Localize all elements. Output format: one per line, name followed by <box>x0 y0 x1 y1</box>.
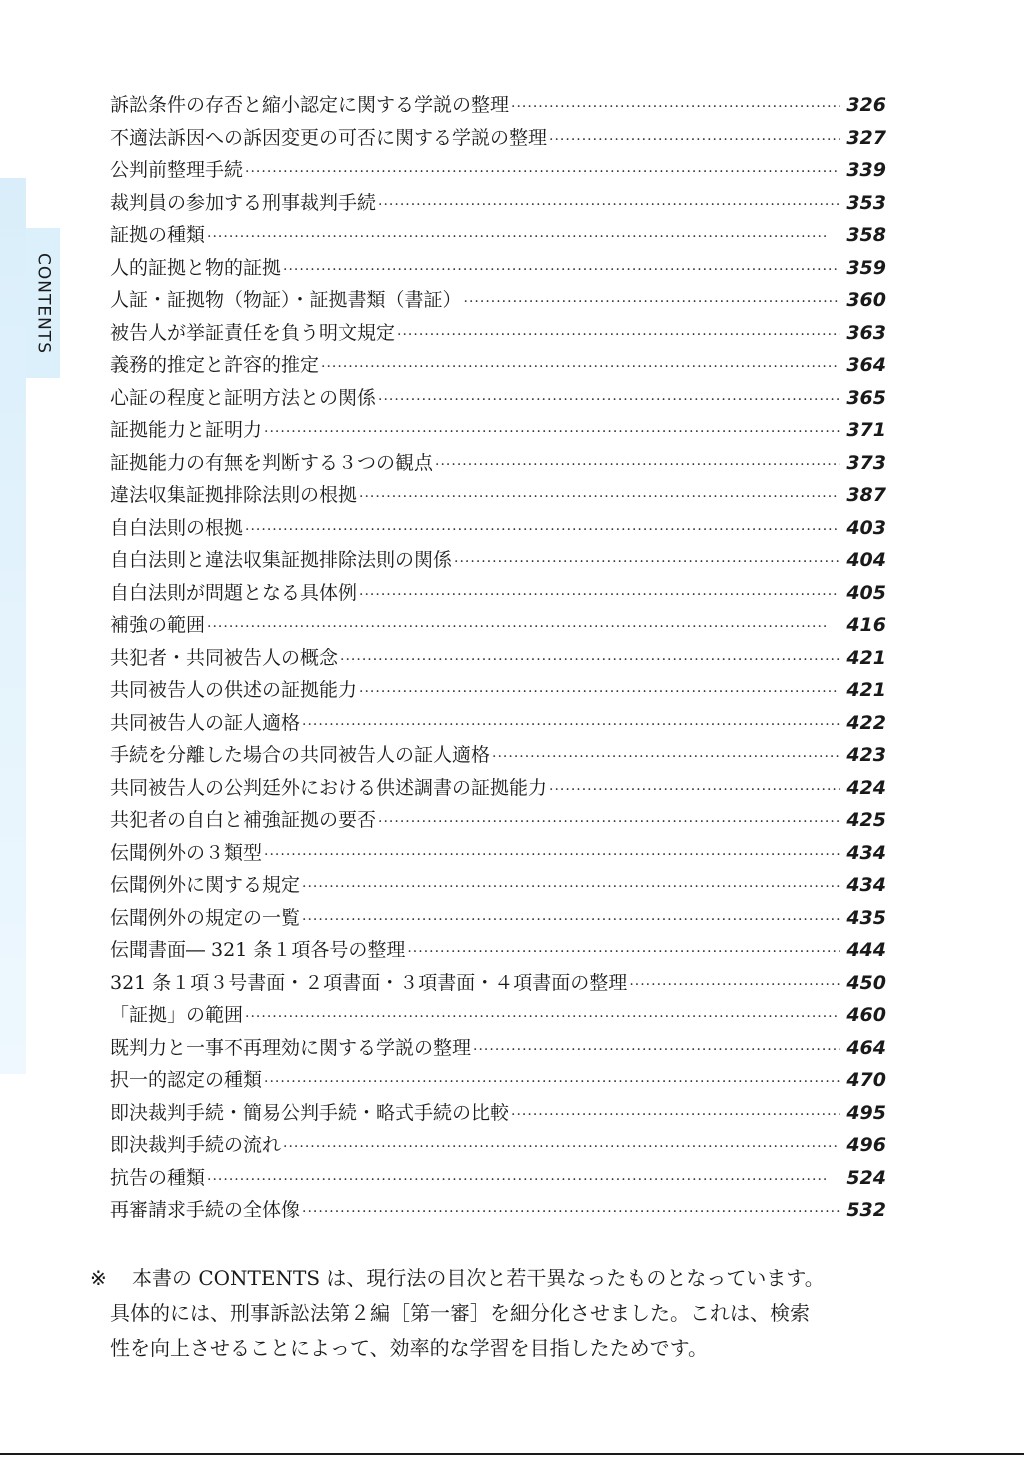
toc-entry-title: 証拠の種類 <box>110 224 206 246</box>
toc-entry[interactable] <box>110 1129 886 1162</box>
toc-leader-dots <box>359 579 840 612</box>
toc-entry-title: 証拠能力の有無を判断する３つの観点 <box>110 451 434 474</box>
toc-leader-dots <box>302 709 840 742</box>
toc-leader-dots <box>407 936 840 969</box>
toc-entry-page-number: 339 <box>846 159 886 181</box>
toc-leader-dots <box>464 286 840 319</box>
note-line-2: 具体的には、刑事訴訟法第２編［第一審］を細分化させました。これは、検索 <box>110 1301 810 1325</box>
toc-leader-dots <box>264 416 840 449</box>
toc-entry[interactable] <box>110 577 886 610</box>
toc-entry-title: 抗告の種類 <box>110 1166 206 1189</box>
toc-entry[interactable] <box>110 707 886 740</box>
toc-entry-page-number: 363 <box>846 321 886 344</box>
toc-entry[interactable] <box>110 252 886 285</box>
toc-entry-title: 訴訟条件の存否と縮小認定に関する学説の整理 <box>110 94 510 116</box>
toc-entry[interactable] <box>110 902 886 935</box>
toc-entry[interactable] <box>110 219 886 252</box>
toc-leader-dots <box>245 1001 840 1034</box>
note-mark: ※ <box>90 1266 107 1290</box>
toc-entry-page-number: 353 <box>846 191 886 214</box>
toc-entry-title: 再審請求手続の全体像 <box>110 1199 301 1221</box>
toc-entry-title: 自白法則と違法収集証拠排除法則の関係 <box>110 549 453 571</box>
contents-side-label-text: CONTENTS <box>33 252 54 354</box>
toc-entry-page-number: 421 <box>846 646 886 669</box>
toc-entry[interactable] <box>110 89 886 122</box>
toc-entry-title: 公判前整理手続 <box>110 159 244 181</box>
toc-leader-dots <box>473 1034 840 1067</box>
toc-leader-dots <box>359 676 840 709</box>
toc-entry[interactable] <box>110 1194 886 1227</box>
toc-leader-dots <box>207 1164 840 1197</box>
toc-entry[interactable] <box>110 999 886 1032</box>
toc-entry-title: 共同被告人の証人適格 <box>110 711 301 734</box>
toc-entry[interactable] <box>110 317 886 350</box>
toc-leader-dots <box>264 1066 840 1099</box>
toc-entry-page-number: 421 <box>846 679 886 701</box>
toc-entry-title: 伝聞書面― 321 条１項各号の整理 <box>110 939 406 961</box>
bottom-rule <box>0 1453 1024 1455</box>
toc-entry[interactable] <box>110 869 886 902</box>
toc-leader-dots <box>511 91 840 124</box>
toc-leader-dots <box>302 1196 840 1229</box>
toc-entry-title: 321 条１項３号書面・２項書面・３項書面・４項書面の整理 <box>110 971 628 994</box>
toc-entry-title: 択一的認定の種類 <box>110 1069 263 1091</box>
toc-entry-page-number: 404 <box>846 549 886 571</box>
toc-entry-title: 伝聞例外の３類型 <box>110 841 263 864</box>
note-line-3: 性を向上させることによって、効率的な学習を目指したためです。 <box>110 1336 708 1360</box>
toc-leader-dots <box>302 904 840 937</box>
toc-entry-page-number: 359 <box>846 256 886 279</box>
toc-entry-page-number: 434 <box>846 874 886 896</box>
toc-entry[interactable] <box>110 804 886 837</box>
toc-entry[interactable] <box>110 512 886 545</box>
toc-entry-title: 伝聞例外の規定の一覧 <box>110 906 301 929</box>
toc-entry-page-number: 373 <box>846 451 886 474</box>
toc-leader-dots <box>321 351 840 384</box>
toc-entry-page-number: 532 <box>846 1199 886 1221</box>
toc-entry-title: 既判力と一事不再理効に関する学説の整理 <box>110 1036 472 1059</box>
toc-entry-page-number: 364 <box>846 354 886 376</box>
toc-leader-dots <box>492 741 840 774</box>
toc-entry-title: 共犯者・共同被告人の概念 <box>110 646 339 669</box>
toc-entry-page-number: 371 <box>846 419 886 441</box>
toc-entry-page-number: 423 <box>846 744 886 766</box>
toc-entry-title: 共同被告人の公判廷外における供述調書の証拠能力 <box>110 776 548 799</box>
toc-entry[interactable] <box>110 934 886 967</box>
toc-leader-dots <box>207 221 840 254</box>
toc-leader-dots <box>549 124 840 157</box>
toc-entry[interactable] <box>110 609 886 642</box>
toc-entry-page-number: 425 <box>846 809 886 831</box>
note-text-1: 本書の CONTENTS は、現行法の目次と若干異なったものとなっています。 <box>132 1266 825 1290</box>
toc-entry-page-number: 424 <box>846 776 886 799</box>
toc-entry[interactable] <box>110 382 886 415</box>
toc-entry[interactable] <box>110 739 886 772</box>
toc-entry-page-number: 365 <box>846 386 886 409</box>
toc-leader-dots <box>340 644 840 677</box>
toc-leader-dots <box>245 514 840 547</box>
toc-leader-dots <box>245 156 840 189</box>
toc-entry-page-number: 422 <box>846 711 886 734</box>
toc-entry-title: 共同被告人の供述の証拠能力 <box>110 679 358 701</box>
toc-entry-title: 義務的推定と許容的推定 <box>110 354 320 376</box>
toc-entry-page-number: 464 <box>846 1036 886 1059</box>
toc-entry[interactable] <box>110 1097 886 1130</box>
toc-entry-page-number: 403 <box>846 516 886 539</box>
contents-side-label <box>26 228 60 378</box>
toc-entry[interactable] <box>110 544 886 577</box>
toc-entry-title: 自白法則が問題となる具体例 <box>110 581 358 604</box>
side-tab-strip <box>0 178 26 1074</box>
toc-entry-page-number: 326 <box>846 94 886 116</box>
toc-entry-title: 伝聞例外に関する規定 <box>110 874 301 896</box>
toc-leader-dots <box>549 774 840 807</box>
toc-entry-page-number: 405 <box>846 581 886 604</box>
toc-entry-title: 人的証拠と物的証拠 <box>110 256 282 279</box>
toc-entry[interactable] <box>110 772 886 805</box>
table-of-contents <box>110 89 886 1227</box>
toc-entry-title: 手続を分離した場合の共同被告人の証人適格 <box>110 744 491 766</box>
toc-leader-dots <box>435 449 840 482</box>
toc-leader-dots <box>302 871 840 904</box>
toc-entry[interactable] <box>110 284 886 317</box>
toc-entry[interactable] <box>110 414 886 447</box>
toc-entry[interactable] <box>110 642 886 675</box>
toc-entry-page-number: 450 <box>846 971 886 994</box>
toc-entry-title: 違法収集証拠排除法則の根拠 <box>110 484 358 506</box>
toc-leader-dots <box>264 839 840 872</box>
toc-entry-title: 即決裁判手続・簡易公判手続・略式手続の比較 <box>110 1101 510 1124</box>
toc-leader-dots <box>378 384 840 417</box>
toc-entry-page-number: 470 <box>846 1069 886 1091</box>
toc-leader-dots <box>283 1131 840 1164</box>
toc-entry[interactable] <box>110 1032 886 1065</box>
toc-entry-title: 補強の範囲 <box>110 614 206 636</box>
toc-entry-title: 即決裁判手続の流れ <box>110 1134 282 1156</box>
toc-entry[interactable] <box>110 154 886 187</box>
toc-entry[interactable] <box>110 967 886 1000</box>
toc-entry[interactable] <box>110 1162 886 1195</box>
toc-entry-title: 不適法訴因への訴因変更の可否に関する学説の整理 <box>110 126 548 149</box>
toc-entry-page-number: 358 <box>846 224 886 246</box>
toc-entry[interactable] <box>110 122 886 155</box>
toc-entry-title: 自白法則の根拠 <box>110 516 244 539</box>
toc-entry-title: 裁判員の参加する刑事裁判手続 <box>110 191 377 214</box>
toc-leader-dots <box>454 546 840 579</box>
toc-entry-page-number: 327 <box>846 126 886 149</box>
toc-leader-dots <box>207 611 840 644</box>
toc-leader-dots <box>397 319 840 352</box>
toc-entry[interactable] <box>110 837 886 870</box>
toc-entry-page-number: 460 <box>846 1004 886 1026</box>
toc-entry-title: 共犯者の自白と補強証拠の要否 <box>110 809 377 831</box>
toc-entry-page-number: 444 <box>846 939 886 961</box>
toc-entry-page-number: 496 <box>846 1134 886 1156</box>
toc-entry[interactable] <box>110 349 886 382</box>
toc-entry[interactable] <box>110 1064 886 1097</box>
toc-leader-dots <box>283 254 840 287</box>
toc-leader-dots <box>378 806 840 839</box>
toc-leader-dots <box>359 481 840 514</box>
toc-leader-dots <box>511 1099 840 1132</box>
toc-entry[interactable] <box>110 479 886 512</box>
toc-entry-page-number: 495 <box>846 1101 886 1124</box>
note-line-1 <box>90 1261 890 1296</box>
toc-entry-page-number: 416 <box>846 614 886 636</box>
toc-entry-title: 被告人が挙証責任を負う明文規定 <box>110 321 396 344</box>
toc-entry[interactable] <box>110 674 886 707</box>
toc-entry-title: 心証の程度と証明方法との関係 <box>110 386 377 409</box>
toc-entry-page-number: 360 <box>846 289 886 311</box>
toc-entry-page-number: 387 <box>846 484 886 506</box>
toc-entry-title: 人証・証拠物（物証）・証拠書類（書証） <box>110 289 462 311</box>
toc-entry-page-number: 435 <box>846 906 886 929</box>
toc-entry-title: 「証拠」の範囲 <box>110 1004 244 1026</box>
toc-leader-dots <box>378 189 840 222</box>
toc-entry-page-number: 524 <box>846 1166 886 1189</box>
toc-entry-title: 証拠能力と証明力 <box>110 419 263 441</box>
toc-entry[interactable] <box>110 187 886 220</box>
toc-entry-page-number: 434 <box>846 841 886 864</box>
toc-leader-dots <box>629 969 840 1002</box>
contents-note <box>90 1261 890 1366</box>
toc-entry[interactable] <box>110 447 886 480</box>
